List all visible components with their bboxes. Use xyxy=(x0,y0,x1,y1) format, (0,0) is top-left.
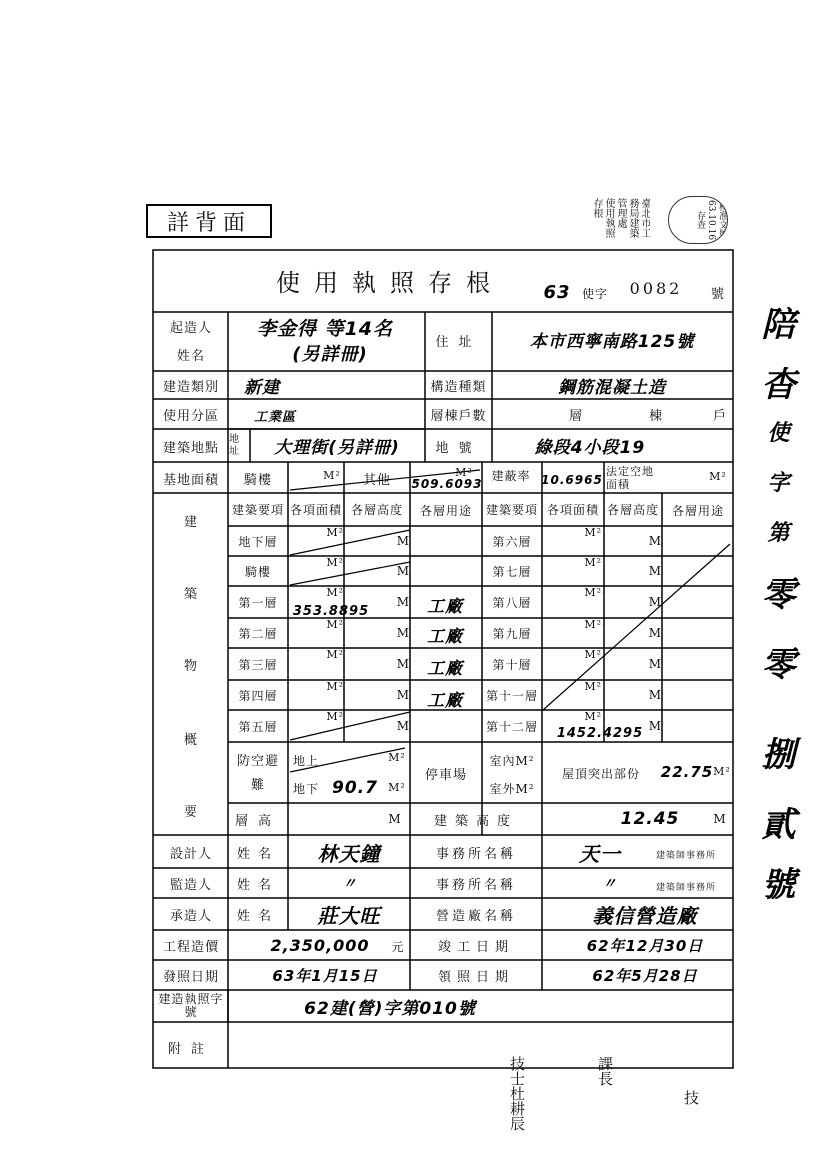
signature-1: 技士杜耕辰 xyxy=(508,1056,526,1131)
height-unit-left: M xyxy=(396,534,410,548)
cost-label: 工程造價 xyxy=(162,939,219,955)
col-item-right: 建築要項 xyxy=(485,503,538,517)
floor-label-right: 第十二層 xyxy=(485,719,538,734)
lot-label: 地號 xyxy=(435,440,482,456)
use-floor-3: 工廠 xyxy=(427,658,463,679)
col-height: 各層高度 xyxy=(350,503,403,517)
area-unit-left: M² xyxy=(326,556,344,569)
contractor-name-label: 姓名 xyxy=(236,908,279,924)
designer-office: 天一 xyxy=(579,841,621,866)
height-unit-right: M xyxy=(648,688,662,702)
margin-char: 捌 xyxy=(761,734,797,775)
margin-char: 杳 xyxy=(761,364,797,405)
below-value: 90.7 xyxy=(332,778,378,798)
receive-label: 領照日期 xyxy=(437,969,514,985)
height-unit-left: M xyxy=(396,657,410,671)
building-type-label: 建造類別 xyxy=(162,379,219,395)
contractor-firm-label: 營造廠名稱 xyxy=(435,908,516,924)
building-height-unit: M xyxy=(713,812,727,826)
floor-label-right: 第十層 xyxy=(492,657,532,672)
permit-char: 使字 xyxy=(581,286,608,301)
site-label: 建築地點 xyxy=(162,440,219,456)
height-unit-right: M xyxy=(648,534,662,548)
floor-label-right: 第八層 xyxy=(492,595,532,610)
area-unit-left: M² xyxy=(326,586,344,599)
height-unit-right: M xyxy=(648,595,662,609)
coverage-label: 建蔽率 xyxy=(491,468,531,483)
use-floor-4: 工廠 xyxy=(427,690,463,711)
use-floor-2: 工廠 xyxy=(427,626,463,647)
receive-value: 62年5月28日 xyxy=(592,966,698,985)
area-unit-right: M² xyxy=(584,556,602,569)
arcade-label: 騎樓 xyxy=(243,472,272,488)
side-char: 概 xyxy=(183,732,198,748)
floor-label-left: 騎樓 xyxy=(244,564,271,579)
margin-char: 陪 xyxy=(761,304,797,345)
complete-label: 竣工日期 xyxy=(437,939,514,955)
roof-label: 屋頂突出部份 xyxy=(561,766,640,781)
site-address-value: 大理街(另詳冊) xyxy=(274,437,400,458)
below-label: 地下 xyxy=(292,781,319,796)
col-item: 建築要項 xyxy=(231,503,284,517)
designer-office-suffix: 建築師事務所 xyxy=(655,850,716,861)
owner-label-2: 姓名 xyxy=(176,348,205,364)
note-label: 附註 xyxy=(167,1041,214,1057)
building-height-value: 12.45 xyxy=(620,809,680,829)
floor-label-left: 第一層 xyxy=(238,595,278,610)
col-area-right: 各項面積 xyxy=(546,503,599,517)
building-height-label: 建築高度 xyxy=(433,813,518,829)
complete-value: 62年12月30日 xyxy=(586,936,704,955)
supervisor-label: 監造人 xyxy=(169,877,212,893)
side-note: 臺北市工務局建築管理處 使用執照存根 xyxy=(591,198,650,238)
area-unit-right: M² xyxy=(584,680,602,693)
permit-suffix: 號 xyxy=(710,286,725,302)
indoor-label: 室內M² xyxy=(489,753,535,768)
below-unit: M² xyxy=(388,780,406,794)
floor-label-right: 第九層 xyxy=(492,626,532,641)
first-floor-area: 353.8895 xyxy=(292,603,370,619)
floor-label-right: 第六層 xyxy=(492,534,532,549)
side-char: 物 xyxy=(183,658,198,674)
owner-label: 起造人 xyxy=(169,320,212,336)
contractor-label: 承造人 xyxy=(169,908,212,924)
structure-label: 構造種類 xyxy=(430,379,487,395)
other-unit: M² xyxy=(455,465,473,479)
signature-3: 技 xyxy=(682,1090,700,1105)
floor-label-left: 第二層 xyxy=(238,626,278,641)
right-margin-text xyxy=(744,296,814,996)
area-unit-right: M² xyxy=(584,710,602,723)
building-type-value: 新建 xyxy=(244,377,280,398)
floor-label-right: 第十一層 xyxy=(485,688,538,703)
height-unit-left: M xyxy=(396,688,410,702)
margin-char: 號 xyxy=(761,864,797,905)
contractor-name: 莊大旺 xyxy=(317,903,381,928)
designer-office-label: 事務所名稱 xyxy=(435,846,516,862)
above-label: 地上 xyxy=(292,753,319,768)
address-label: 住址 xyxy=(435,334,482,350)
supervisor-office-suffix: 建築師事務所 xyxy=(655,882,716,893)
base-area-label: 基地面積 xyxy=(162,472,219,488)
coverage-value: 10.6965 xyxy=(541,473,603,487)
arcade-unit: M² xyxy=(323,468,341,482)
permit-year: 63 xyxy=(543,281,571,303)
owner-value-2: (另詳冊) xyxy=(292,344,368,365)
outdoor-label: 室外M² xyxy=(489,781,535,796)
side-char: 要 xyxy=(183,804,198,820)
area-unit-right: M² xyxy=(584,618,602,631)
margin-char: 第 xyxy=(767,520,791,546)
other-label: 其他 xyxy=(362,472,391,488)
designer-name: 林天鐘 xyxy=(317,841,381,866)
floors-label: 層棟戶數 xyxy=(430,408,487,424)
area-unit-left: M² xyxy=(326,526,344,539)
area-unit-left: M² xyxy=(326,648,344,661)
site-address-label: 地址 xyxy=(229,434,240,457)
issue-label: 發照日期 xyxy=(162,969,219,985)
form-title: 使用執照存根 xyxy=(276,268,504,297)
floor-label-left: 第五層 xyxy=(238,719,278,734)
supervisor-name: 〃 xyxy=(342,876,358,892)
floors-unit-building: 棟 xyxy=(648,408,663,424)
supervisor-office: 〃 xyxy=(602,876,618,892)
address-value: 本市西寧南路125號 xyxy=(529,331,695,352)
margin-char: 使 xyxy=(767,420,791,446)
permit-value: 62建(營)字第010號 xyxy=(304,998,476,1019)
height-unit-right: M xyxy=(648,564,662,578)
signature-2: 課長 xyxy=(596,1056,614,1086)
contractor-firm: 義信營造廠 xyxy=(592,903,698,928)
area-unit-left: M² xyxy=(326,710,344,723)
floor-label-left: 第四層 xyxy=(238,688,278,703)
margin-char: 貳 xyxy=(761,804,797,845)
cost-unit: 元 xyxy=(391,939,405,954)
height-unit-right: M xyxy=(648,719,662,733)
owner-value: 李金得 等14名 xyxy=(256,317,394,340)
legal-open-label: 法定空地面積 xyxy=(606,465,654,491)
above-unit: M² xyxy=(388,750,406,764)
height-unit-left: M xyxy=(396,595,410,609)
margin-char: 零 xyxy=(761,574,797,615)
area-unit-right: M² xyxy=(584,648,602,661)
supervisor-name-label: 姓名 xyxy=(236,877,279,893)
supervisor-office-label: 事務所名稱 xyxy=(435,877,516,893)
roof-value: 22.75 xyxy=(660,763,714,781)
use-floor-1: 工廠 xyxy=(427,596,463,617)
side-char: 築 xyxy=(183,586,198,602)
detail-back-label: 詳背面 xyxy=(146,204,272,238)
lot-value: 綠段4小段19 xyxy=(534,437,646,458)
floors-unit-household: 戶 xyxy=(712,408,727,424)
height-unit-right: M xyxy=(648,657,662,671)
side-char: 建 xyxy=(183,514,198,530)
designer-label: 設計人 xyxy=(169,846,212,862)
floor-label-right: 第七層 xyxy=(492,564,532,579)
col-use: 各層用途 xyxy=(419,503,472,518)
height-unit-left: M xyxy=(396,626,410,640)
other-value: 509.6093 xyxy=(411,477,483,491)
floor-label-left: 第三層 xyxy=(238,657,278,672)
permit-label: 建造執照字號 xyxy=(158,992,224,1019)
building-side-label xyxy=(155,494,227,834)
area-unit-right: M² xyxy=(584,586,602,599)
zone-value: 工業區 xyxy=(253,409,296,425)
margin-char: 零 xyxy=(761,644,797,685)
zone-label: 使用分區 xyxy=(162,408,219,424)
height-unit-left: M xyxy=(396,719,410,733)
civil-defense-label: 防空避難 xyxy=(236,754,279,793)
designer-name-label: 姓名 xyxy=(236,846,279,862)
approval-stamp: 核准文號 63.10.16 存查 xyxy=(668,196,728,244)
col-height-right: 各層高度 xyxy=(606,503,659,517)
area-unit-right: M² xyxy=(584,526,602,539)
height-unit-right: M xyxy=(648,626,662,640)
legal-open-unit: M² xyxy=(709,469,727,483)
area-unit-left: M² xyxy=(326,680,344,693)
roof-unit: M² xyxy=(713,764,731,778)
parking-label: 停車場 xyxy=(424,767,467,783)
floor-label-left: 地下層 xyxy=(238,534,278,549)
floors-unit-floor: 層 xyxy=(568,408,583,424)
total-area: 1452.4295 xyxy=(556,725,644,741)
area-unit-left: M² xyxy=(326,618,344,631)
cost-value: 2,350,000 xyxy=(270,935,370,955)
floor-height-unit: M xyxy=(388,812,402,826)
issue-value: 63年1月15日 xyxy=(272,966,378,985)
col-use-right: 各層用途 xyxy=(671,503,724,518)
margin-char: 字 xyxy=(767,470,791,496)
height-unit-left: M xyxy=(396,564,410,578)
floor-height-label: 層高 xyxy=(234,813,281,829)
col-area: 各項面積 xyxy=(289,503,342,517)
structure-value: 鋼筋混凝土造 xyxy=(558,377,666,398)
permit-number: 0082 xyxy=(629,278,683,298)
